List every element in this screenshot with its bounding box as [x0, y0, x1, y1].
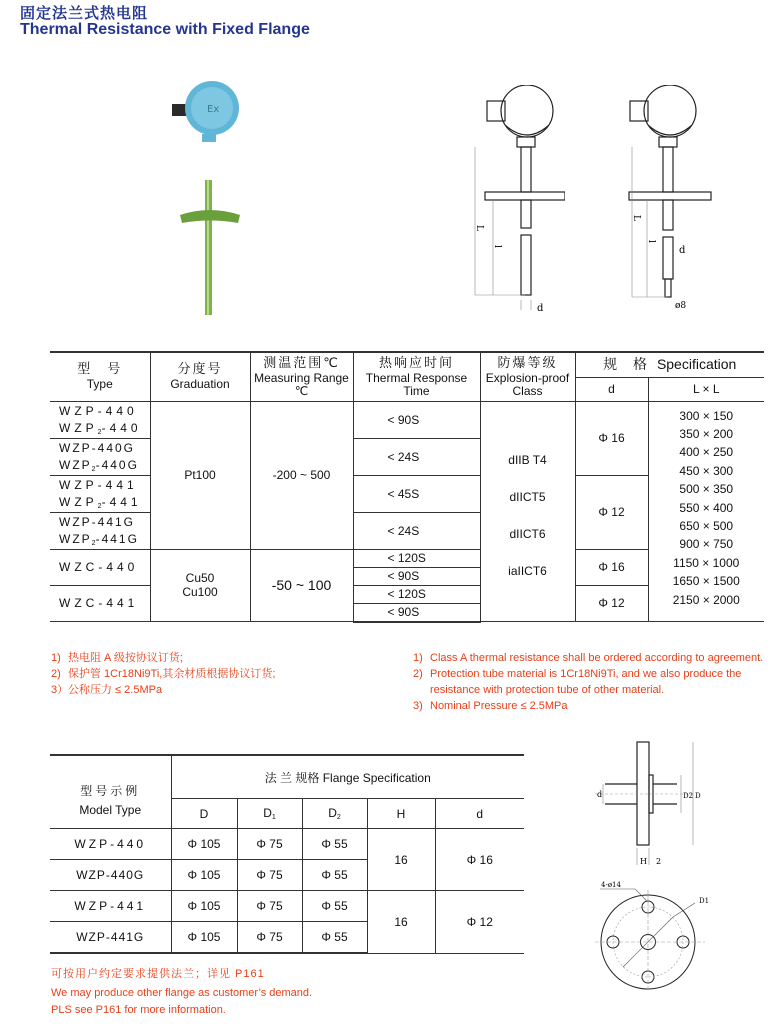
type-cell: WZP-441G — [50, 512, 150, 531]
header-type: 型 号 Type — [50, 352, 150, 401]
drawing-2 — [615, 85, 725, 315]
D1-cell: Φ 75 — [237, 922, 302, 954]
D2-cell: Φ 55 — [302, 829, 367, 860]
D-cell: Φ 105 — [171, 860, 237, 891]
flange-plate — [637, 742, 649, 845]
D-cell: Φ 105 — [171, 891, 237, 922]
note-item: 1) 热电阻 A 级按协议订货; — [51, 652, 183, 664]
notes-en — [413, 650, 763, 714]
label-holes: 4-ø14 — [601, 881, 621, 889]
col-d: d — [435, 799, 524, 829]
type-cell: WZP-440 — [50, 401, 150, 420]
D-cell: Φ 105 — [171, 829, 237, 860]
time-cell: < 90S — [353, 401, 480, 438]
range-pt: -200 ~ 500 — [250, 401, 353, 549]
H-cell: 16 — [367, 891, 435, 954]
ex-mark: Ex — [207, 104, 220, 115]
label-l: l — [646, 240, 656, 243]
time-cell: < 24S — [353, 438, 480, 475]
type-cell: $WZP_2-441G$ — [50, 531, 150, 550]
model-cell: WZP-441 — [50, 891, 171, 922]
d-cell: Φ 12 — [435, 891, 524, 954]
footer-cn: 可按用户约定要求提供法兰；详见 P161 — [51, 968, 265, 980]
type-cell: $WZP_2-440G$ — [50, 457, 150, 476]
D1-cell: Φ 75 — [237, 829, 302, 860]
page-title-en: Thermal Resistance with Fixed Flange — [20, 21, 310, 38]
d-cell: Φ 16 — [575, 549, 648, 585]
flange — [485, 192, 565, 200]
header-d: d — [575, 377, 648, 401]
time-cell: < 24S — [353, 512, 480, 549]
header-lxl: L × L — [648, 377, 764, 401]
note-item: 3) Nominal Pressure ≤ 2.5MPa — [413, 700, 568, 712]
time-cell: < 90S — [353, 603, 480, 622]
label-d: d — [597, 790, 603, 799]
D2-cell: Φ 55 — [302, 922, 367, 954]
header-response-time: 热响应时间 Thermal Response Time — [353, 352, 480, 401]
label-2: 2 — [656, 857, 662, 866]
flange-front-drawing — [595, 875, 720, 990]
lxl-values: 300 × 150 350 × 200 400 × 250 450 × 300 500 × 350 550 × 400 650 × 500 900 × 750 1150 × 1000 1650 × 1500 2150 × 2000 — [648, 401, 764, 622]
note-item: 1) Class A thermal resistance shall be ordered according to agreement. — [413, 652, 764, 664]
type-cell: $WZP_2-441$ — [50, 494, 150, 513]
header-graduation: 分度号 Graduation — [150, 352, 250, 401]
label-d: d — [537, 303, 544, 314]
page-title-cn: 固定法兰式热电阻 — [20, 5, 149, 22]
label-l: l — [492, 245, 502, 248]
col-D2: $D_2$ — [302, 799, 367, 829]
footer-en-2: PLS see P161 for more information. — [51, 1004, 226, 1016]
cable-gland — [172, 104, 186, 116]
type-cell: WZC-440 — [50, 549, 150, 585]
time-cell: < 120S — [353, 585, 480, 603]
header-specification: 规 格 Specification — [575, 352, 764, 377]
H-cell: 16 — [367, 829, 435, 891]
label-d8: ø8 — [675, 301, 687, 311]
label-H: H — [640, 857, 647, 866]
type-cell: WZP-440G — [50, 438, 150, 457]
note-item: 2) Protection tube material is 1Cr18Ni9Ti, and we also produce the — [413, 668, 742, 680]
graduation-cu: Cu50 Cu100 — [150, 549, 250, 622]
d-cell: Φ 16 — [575, 401, 648, 475]
type-cell: WZP-441 — [50, 475, 150, 494]
label-D: D — [695, 792, 701, 800]
D-cell: Φ 105 — [171, 922, 237, 954]
graduation-pt: Pt100 — [150, 401, 250, 549]
type-cell: $WZP_2-440$ — [50, 420, 150, 439]
D2-cell: Φ 55 — [302, 891, 367, 922]
notes-cn — [51, 650, 275, 698]
d-cell: Φ 12 — [575, 475, 648, 549]
spec-table — [50, 351, 764, 623]
col-D: D — [171, 799, 237, 829]
model-cell: WZP-441G — [50, 922, 171, 954]
time-cell: < 90S — [353, 567, 480, 585]
col-D1: $D_1$ — [237, 799, 302, 829]
D1-cell: Φ 75 — [237, 891, 302, 922]
type-cell: WZC-441 — [50, 585, 150, 622]
D1-cell: Φ 75 — [237, 860, 302, 891]
explosion-classes: dIIB T4 dIICT5 dIICT6 iaIICT6 — [480, 401, 575, 622]
d-cell: Φ 16 — [435, 829, 524, 891]
header-model-type: 型号示例 Model Type — [50, 755, 171, 829]
product-photo — [150, 80, 270, 320]
header-explosion-class: 防爆等级 Explosion-proof Class — [480, 352, 575, 401]
label-D1: D1 — [699, 897, 710, 905]
d-cell: Φ 12 — [575, 585, 648, 622]
label-d: d — [679, 245, 686, 256]
model-cell: WZP-440G — [50, 860, 171, 891]
footer-notes — [51, 966, 312, 1019]
label-D2: D2 — [683, 792, 694, 800]
model-cell: WZP-440 — [50, 829, 171, 860]
flange-side-drawing — [595, 740, 705, 870]
drawing-1 — [465, 85, 565, 315]
label-L: L — [474, 225, 484, 231]
note-item: 3）公称压力 ≤ 2.5MPa — [51, 684, 163, 696]
note-item-continued: resistance with protection tube of other material. — [430, 684, 665, 696]
header-range: 测温范围℃ Measuring Range ℃ — [250, 352, 353, 401]
footer-en-1: We may produce other flange as customer’s demand. — [51, 987, 313, 999]
time-cell: < 120S — [353, 549, 480, 567]
header-flange-spec: 法 兰 规格 Flange Specification — [171, 755, 524, 799]
col-H: H — [367, 799, 435, 829]
range-cu: -50 ~ 100 — [250, 549, 353, 622]
label-L: L — [631, 215, 641, 221]
D2-cell: Φ 55 — [302, 860, 367, 891]
time-cell: < 45S — [353, 475, 480, 512]
flange-table — [50, 754, 524, 954]
note-item: 2) 保护管 1Cr18Ni9Ti,其余材质根据协议订货; — [51, 668, 276, 680]
